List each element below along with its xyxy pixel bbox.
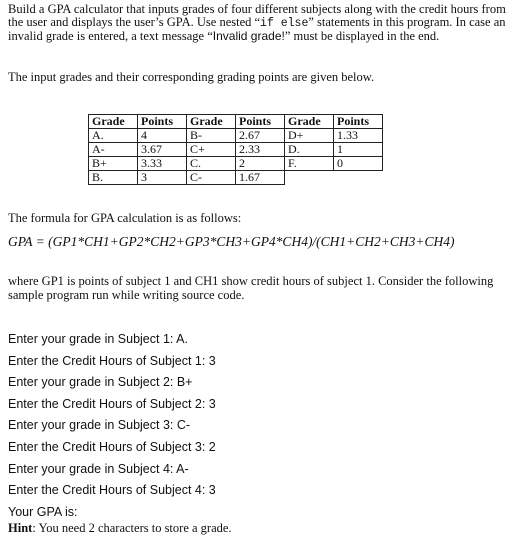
hint	[8, 521, 232, 536]
sample-run-line: Your GPA is:	[8, 504, 78, 519]
sample-run-line: Enter the Credit Hours of Subject 4: 3	[8, 483, 216, 498]
sample-run-line: Enter your grade in Subject 1: A.	[8, 332, 188, 346]
problem-statement	[8, 3, 518, 43]
table-row	[89, 171, 383, 185]
table-cell: 3.67	[138, 143, 187, 157]
table-cell: B-	[187, 129, 236, 143]
table-cell: 0	[334, 157, 383, 171]
table-cell: 1	[334, 143, 383, 157]
intro-text-2: ” statements in this program. In case an invalid grade is entered, a text message “	[8, 15, 506, 43]
sample-run-line: Enter the Credit Hours of Subject 1: 3	[8, 353, 216, 368]
header-grade-1: Grade	[89, 115, 138, 129]
sample-run-line: Enter the Credit Hours of Subject 3: 2	[8, 439, 216, 454]
header-points-2: Points	[236, 115, 285, 129]
table-cell: 3.33	[138, 157, 187, 171]
table-cell: 4	[138, 129, 187, 143]
code-if-else: if else	[260, 17, 309, 30]
intro-text-3: ” must be displayed in the end.	[284, 29, 440, 43]
header-grade-3: Grade	[285, 115, 334, 129]
grades-intro: The input grades and their corresponding grading points are given below.	[8, 70, 375, 84]
table-cell: 2.67	[236, 129, 285, 143]
table-cell: B.	[89, 171, 138, 185]
sample-run-line: Enter the Credit Hours of Subject 2: 3	[8, 396, 216, 411]
table-cell: D+	[285, 129, 334, 143]
table-cell: 2	[236, 157, 285, 171]
formula-intro: The formula for GPA calculation is as follows:	[8, 211, 242, 225]
table-cell: A.	[89, 129, 138, 143]
table-row	[89, 157, 383, 171]
table-cell: 3	[138, 171, 187, 185]
hint-label: Hint	[8, 521, 33, 535]
gpa-formula: GPA = (GP1*CH1+GP2*CH2+GP3*CH3+GP4*CH4)/(CH1+CH2+CH3+CH4)	[8, 234, 455, 249]
table-row	[89, 143, 383, 157]
invalid-grade-message: Invalid grade!	[212, 29, 285, 43]
table-cell: C-	[187, 171, 236, 185]
intro-text-1: Build a GPA calculator that inputs grades of four different subjects along with the credit hours from the user and displays the user’s GPA. Use nested “	[8, 2, 506, 29]
table-row	[89, 129, 383, 143]
header-points-1: Points	[138, 115, 187, 129]
sample-run-line: Enter your grade in Subject 4: A-	[8, 461, 189, 476]
table-cell: D.	[285, 143, 334, 157]
sample-program-run	[8, 331, 216, 525]
hint-text: : You need 2 characters to store a grade.	[32, 521, 232, 535]
table-cell: B+	[89, 157, 138, 171]
table-cell: C.	[187, 157, 236, 171]
table-cell: F.	[285, 157, 334, 171]
sample-run-line: Enter your grade in Subject 3: C-	[8, 418, 191, 433]
table-cell: 1.33	[334, 129, 383, 143]
sample-run-line: Enter your grade in Subject 2: B+	[8, 375, 193, 390]
table-cell: A-	[89, 143, 138, 157]
formula-explanation: where GP1 is points of subject 1 and CH1 show credit hours of subject 1. Consider the following sample program run while writing source code.	[8, 274, 494, 302]
table-header-row	[89, 115, 383, 129]
header-points-3: Points	[334, 115, 383, 129]
header-grade-2: Grade	[187, 115, 236, 129]
table-cell: 1.67	[236, 171, 285, 185]
table-cell: C+	[187, 143, 236, 157]
table-cell: 2.33	[236, 143, 285, 157]
grade-points-table	[88, 114, 383, 185]
